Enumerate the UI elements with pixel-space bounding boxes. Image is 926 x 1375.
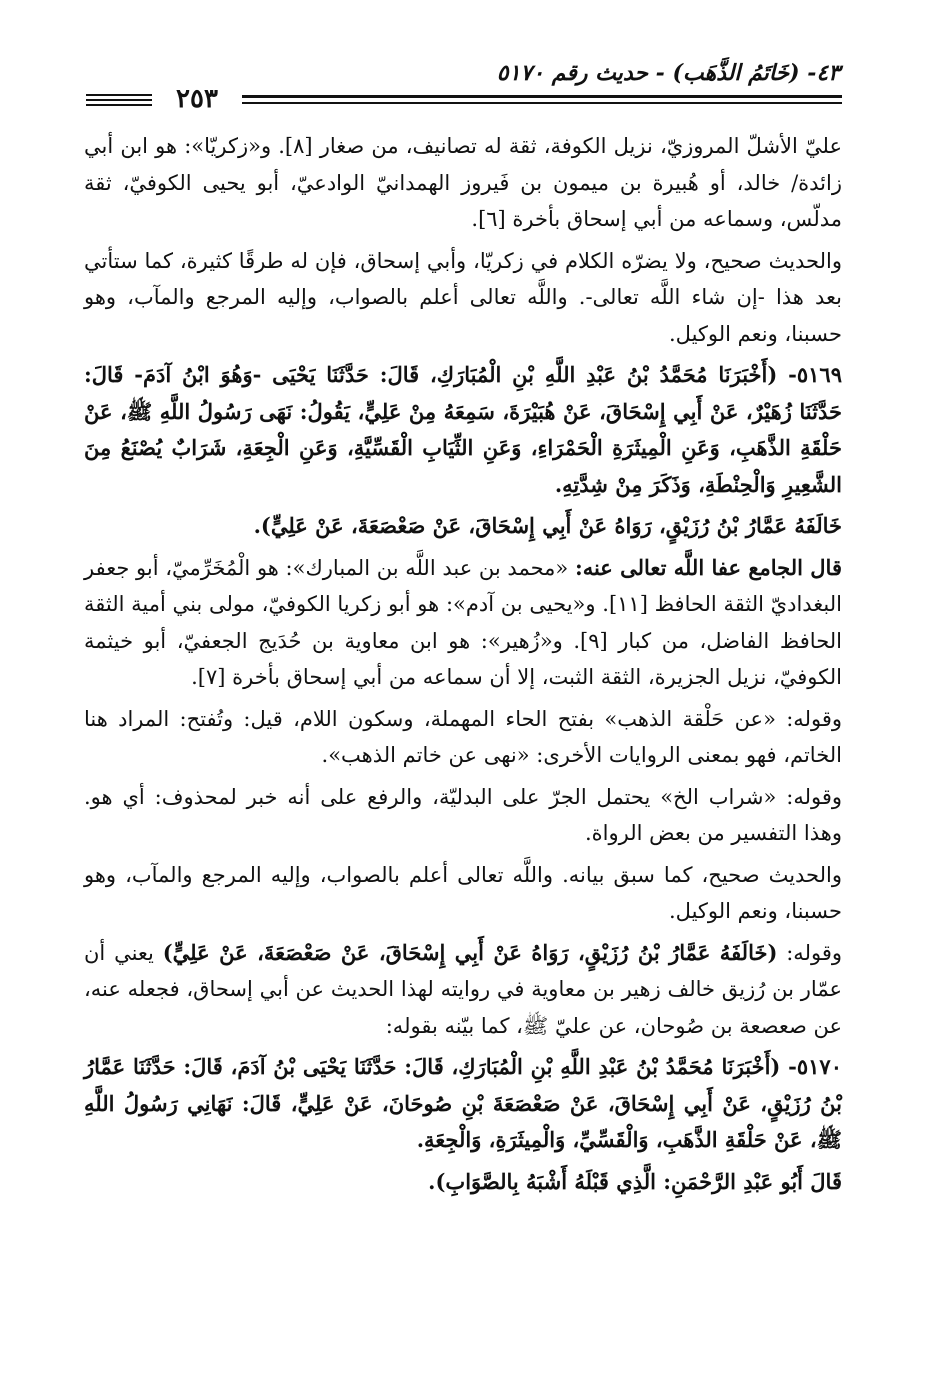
paragraph: وقوله: «شراب الخ» يحتمل الجرّ على البدليّة، والرفع على أنه خبر لمحذوف: أي هو. وهذا التفسير من بعض الرواة. [84,784,843,845]
page-header-rule [86,84,842,114]
header-rule-short [86,104,152,106]
paragraph [84,935,842,1045]
page-number: ٢٥٣ [176,84,218,114]
header-rule-long [242,95,842,98]
header-rule-short [86,94,152,96]
paragraph: والحديث صحيح، كما سبق بيانه. واللَّه تعالى أعلم بالصواب، وإليه المرجع والمآب، وهو حسبنا، ونعم الوكيل. [84,862,842,923]
header-rule-short [86,99,152,101]
hadith-5169: ٥١٦٩- (أَخْبَرَنَا مُحَمَّدُ بْنُ عَبْدِ اللَّهِ بْنِ الْمُبَارَكِ، قَالَ: حَدَّثَنَا يَحْيَى -وَهُوَ ابْنُ آدَمَ- قَالَ: حَدَّثَنَا زُهَيْرٌ، عَنْ أَبِي إِسْحَاقَ، عَنْ هُبَيْرَةَ، سَمِعَهُ مِنْ عَلِيٍّ، يَقُولُ: نَهَى رَسُولُ اللَّهِ ﷺ، عَنْ حَلْقَةِ الذَّهَبِ، وَعَنِ الْمِيثَرَةِ الْحَمْرَاءِ، وَعَنِ الثِّيَابِ الْقَسِّيَّةِ، وَعَنِ الْجِعَةِ، شَرَابٌ يُصْنَعُ مِنَ الشَّعِيرِ وَالْحِنْطَةِ، وَذَكَرَ مِنْ شِدَّتِهِ. [84,362,842,497]
commentary-paragraph [84,550,842,696]
quoted-isnad: (خَالَفَهُ عَمَّارُ بْنُ رُزَيْقٍ، رَوَاهُ عَنْ أَبِي إِسْحَاقَ، عَنْ صَعْصَعَةَ، عَنْ عَلِيٍّ) [162,939,778,965]
paragraph: والحديث صحيح، ولا يضرّه الكلام في زكريّا، وأبي إسحاق، فإن له طرقًا كثيرة، كما ستأتي بعد هذا -إن شاء اللَّه تعالى-. واللَّه تعالى أعلم بالصواب، وإليه المرجع والمآب، وهو حسبنا، ونعم الوكيل. [84,248,842,346]
hadith-5170-note: قَالَ أَبُو عَبْدِ الرَّحْمَنِ: الَّذِي قَبْلَهُ أَشْبَهُ بِالصَّوَابِ). [428,1168,842,1194]
hadith-5170: ٥١٧٠- (أَخْبَرَنَا مُحَمَّدُ بْنُ عَبْدِ اللَّهِ بْنِ الْمُبَارَكِ، قَالَ: حَدَّثَنَا يَحْيَى بْنُ آدَمَ، قَالَ: حَدَّثَنَا عَمَّارُ بْنُ رُزَيْقٍ، عَنْ أَبِي إِسْحَاقَ، عَنْ صَعْصَعَةَ بْنِ صُوحَانَ، عَنْ عَلِيٍّ، قَالَ: نَهَانِي رَسُولُ اللَّهِ ﷺ، عَنْ حَلْقَةِ الذَّهَبِ، وَالْقَسِّيِّ، وَالْمِيثَرَةِ، وَالْجِعَةِ. [84,1054,842,1152]
hadith-5169-note: خَالَفَهُ عَمَّارُ بْنُ رُزَيْقٍ، رَوَاهُ عَنْ أَبِي إِسْحَاقَ، عَنْ صَعْصَعَةَ، عَنْ عَلِيٍّ). [253,513,842,538]
paragraph-lead: وقوله: [786,940,842,965]
running-title: ٤٣- (خَاتَمُ الذَّهَب) - حديث رقم ٥١٧٠ [496,60,840,86]
page-body [84,128,842,1205]
commentary-lead: قال الجامع عفا اللَّه تعالى عنه: [574,554,842,580]
paragraph: وقوله: «عن حَلْقة الذهب» بفتح الحاء المهملة، وسكون اللام، قيل: وتُفتح: المراد هنا الخاتم، فهو بمعنى الروايات الأخرى: «نهى عن خاتم الذهب». [84,706,842,767]
header-rule-long [242,102,842,104]
paragraph-text: يعني أن عمّار بن رُزيق خالف زهير بن معاوية في روايته لهذا الحديث عن أبي إسحاق، فجعله عنه، عن صعصعة بن صُوحان، عن عليّ ﷺ، كما بيّنه بقوله: [84,940,842,1038]
commentary-text: «محمد بن عبد اللَّه بن المبارك»: هو الْمُخَرِّميّ، أبو جعفر البغداديّ الثقة الحافظ [١١]. و«يحيى بن آدم»: هو أبو زكريا الكوفيّ، مولى بني أمية الثقة الحافظ الفاضل، من كبار [٩]. و«زُهير»: هو ابن معاوية بن حُدَيج الجعفيّ، أبو خيثمة الكوفيّ، نزيل الجزيرة، الثقة الثبت، إلا أن سماعه من أبي إسحاق بأخرة [٧]. [84,555,842,689]
paragraph: عليّ الأشلّ المروزيّ، نزيل الكوفة، ثقة له تصانيف، من صغار [٨]. و«زكريّا»: هو ابن أبي زائدة/ خالد، أو هُبيرة بن ميمون بن فَيروز الهمدانيّ الوادعيّ، أبو يحيى الكوفيّ، ثقة مدلّس، وسماعه من أبي إسحاق بأخرة [٦]. [84,134,842,231]
